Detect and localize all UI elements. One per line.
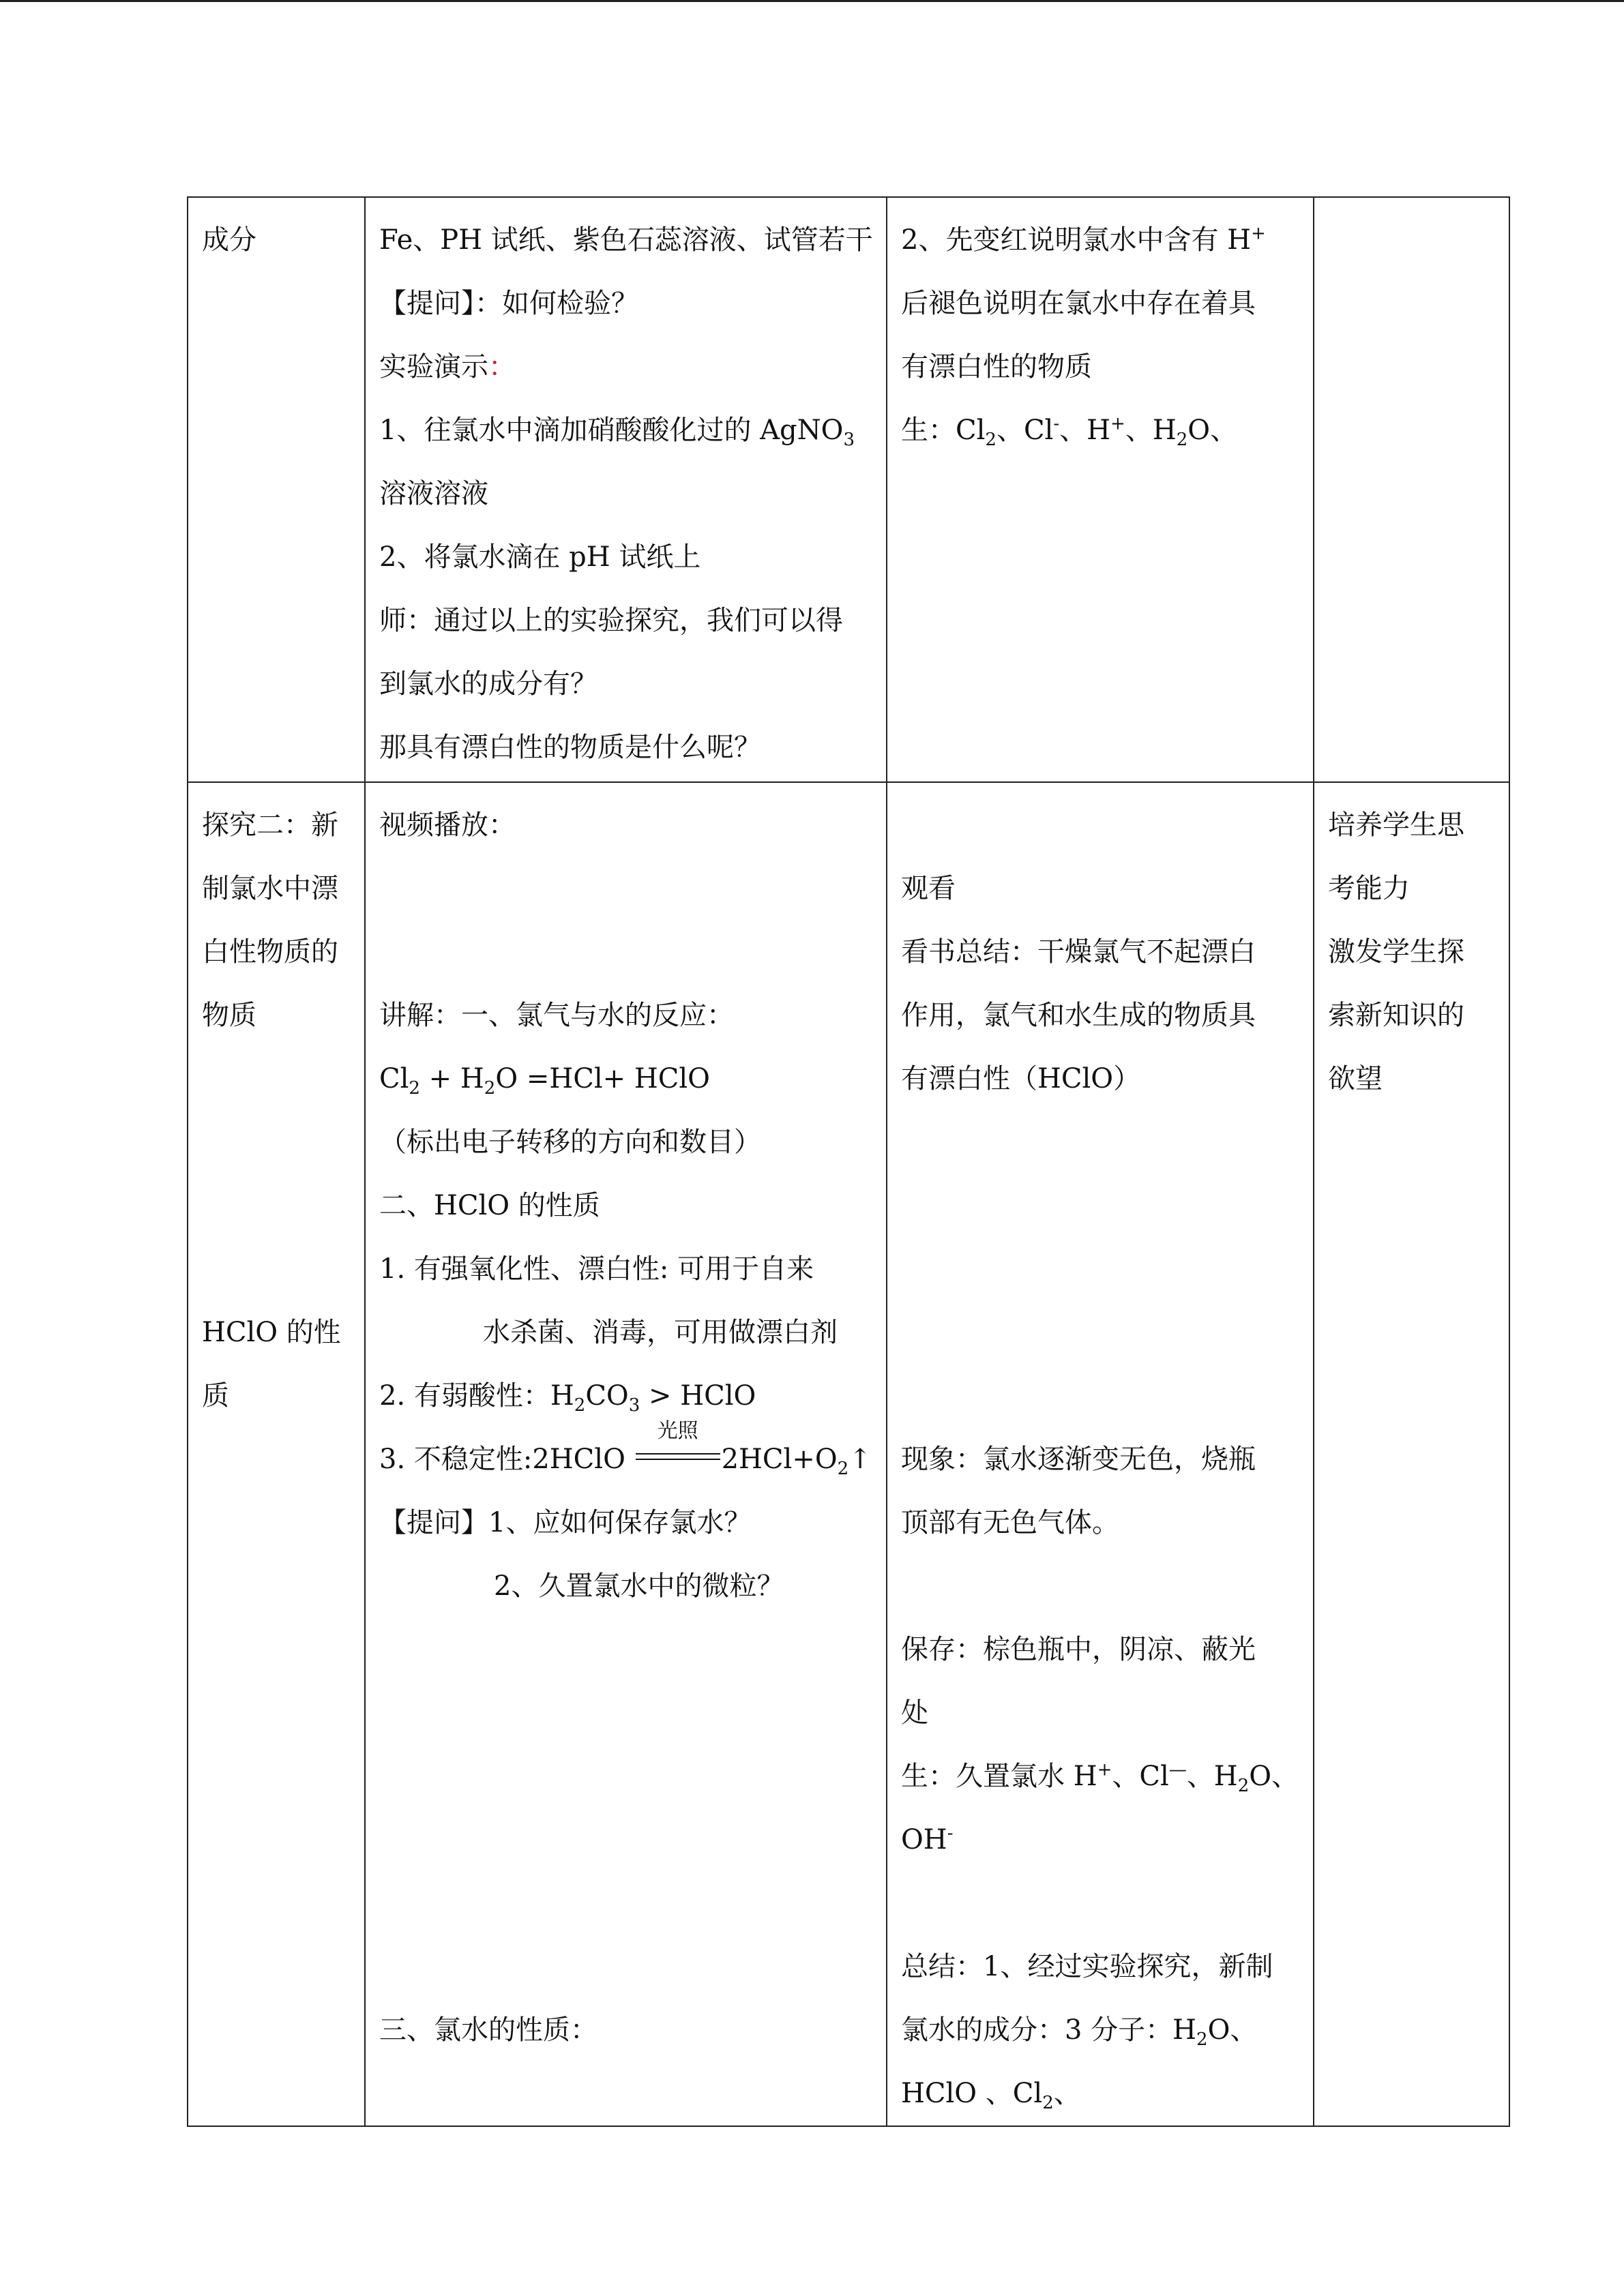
- property-1: 1. 有强氧化性、漂白性: 可用于自来: [379, 1253, 814, 1285]
- phenomenon-line: 现象：氯水逐渐变无色，烧瓶: [901, 1444, 1256, 1475]
- cell-r2-c4: [1314, 782, 1509, 2126]
- spacer: [901, 794, 1299, 857]
- storage-line: 处: [901, 1697, 928, 1729]
- student-activity: 观看: [901, 873, 956, 904]
- question-storage: 【提问】1、应如何保存氯水？: [379, 1507, 752, 1538]
- observation-line-2: 后褪色说明在氯水中存在着具: [901, 288, 1256, 319]
- table-row: [188, 197, 1509, 782]
- student-answer: 生：$Cl_2$、Cl-、H+、$H_2O$、: [901, 413, 1238, 450]
- page-top-border: [0, 0, 1624, 2]
- section-label: HClO 的性: [202, 1317, 341, 1348]
- reaction-condition-arrow: 光照: [636, 1448, 720, 1475]
- observation-line-3: 有漂白性的物质: [901, 351, 1092, 383]
- note-line: （标出电子转移的方向和数目）: [379, 1127, 761, 1158]
- question-bleach: 那具有漂白性的物质是什么呢？: [379, 732, 761, 763]
- step-1-line: 1、往氯水中滴加硝酸酸化过的 AgNO$_3$: [379, 415, 855, 450]
- section-label: 物质: [202, 1000, 256, 1031]
- teacher-line-cont: 到氯水的成分有？: [379, 668, 597, 700]
- spacer: [901, 1111, 1299, 1428]
- summary-line: 总结：1、经过实验探究，新制: [901, 1951, 1273, 1982]
- design-intent: 激发学生探: [1328, 936, 1464, 968]
- spacer: [901, 1555, 1299, 1618]
- section-label: 白性物质的: [202, 936, 338, 968]
- summary-line: 氯水的成分：3 分子：$H_2O$、: [901, 2014, 1258, 2050]
- phenomenon-line: 顶部有无色气体。: [901, 1507, 1119, 1538]
- video-line: 视频播放：: [379, 809, 516, 841]
- question-line: 【提问】：如何检验？: [379, 288, 638, 319]
- property-1-cont: 水杀菌、消毒，可用做漂白剂: [483, 1317, 838, 1348]
- spacer: [202, 1047, 351, 1301]
- property-3: 3. 不稳定性:2HClO 光照 $2HCl+O_2↑$: [379, 1419, 872, 1479]
- teacher-line: 师：通过以上的实验探究，我们可以得: [379, 605, 843, 636]
- subheading: 三、氯水的性质：: [379, 2014, 597, 2046]
- question-particles: 2、久置氯水中的微粒？: [494, 1570, 784, 1602]
- cell-r2-c3: [887, 782, 1314, 2126]
- section-label: 探究二：新: [202, 809, 338, 841]
- demo-heading: 实验演示：: [379, 351, 516, 383]
- student-answer: 生：久置氯水 H+、Cl—、$H_2O$、: [901, 1759, 1299, 1796]
- lesson-plan-table: [187, 196, 1510, 2127]
- step-2-line: 2、将氯水滴在 pH 试纸上: [379, 541, 701, 573]
- storage-line: 保存：棕色瓶中，阴凉、蔽光: [901, 1634, 1256, 1665]
- observation-line: 2、先变红说明氯水中含有 H+: [901, 223, 1266, 256]
- design-intent: 考能力: [1328, 873, 1410, 904]
- student-activity: 看书总结：干燥氯气不起漂白: [901, 936, 1256, 968]
- equation-line: $Cl_2 + H_2O =HCl+$ HClO: [379, 1063, 710, 1099]
- section-label: 成分: [202, 224, 256, 256]
- summary-line: HClO 、$Cl_2$、: [901, 2078, 1081, 2113]
- spacer: [379, 857, 872, 984]
- cell-r1-c2: [365, 197, 887, 782]
- section-label: 质: [202, 1380, 229, 1412]
- cell-r2-c1: [188, 782, 365, 2126]
- student-activity: 有漂白性（HClO）: [901, 1063, 1141, 1094]
- subheading: 二、HClO 的性质: [379, 1190, 600, 1221]
- section-label: 制氯水中漂: [202, 873, 338, 904]
- step-1-cont: 溶液溶液: [379, 478, 488, 509]
- spacer: [379, 1618, 872, 1999]
- property-2: 2. 有弱酸性：$H_2CO_3$ > HClO: [379, 1380, 756, 1416]
- student-answer-cont: OH-: [901, 1823, 954, 1855]
- design-intent: 索新知识的: [1328, 1000, 1464, 1031]
- cell-r2-c2: [365, 782, 887, 2126]
- cell-r1-c3: [887, 197, 1314, 782]
- spacer: [901, 1872, 1299, 1935]
- materials-line: Fe、PH 试纸、紫色石蕊溶液、试管若干: [379, 224, 873, 256]
- student-activity: 作用，氯气和水生成的物质具: [901, 1000, 1256, 1031]
- design-intent: 欲望: [1328, 1063, 1383, 1094]
- explain-line: 讲解：一、氯气与水的反应：: [379, 1000, 734, 1031]
- design-intent: 培养学生思: [1328, 809, 1464, 841]
- table-row: [188, 782, 1509, 2126]
- cell-r1-c1: [188, 197, 365, 782]
- cell-r1-c4: [1314, 197, 1509, 782]
